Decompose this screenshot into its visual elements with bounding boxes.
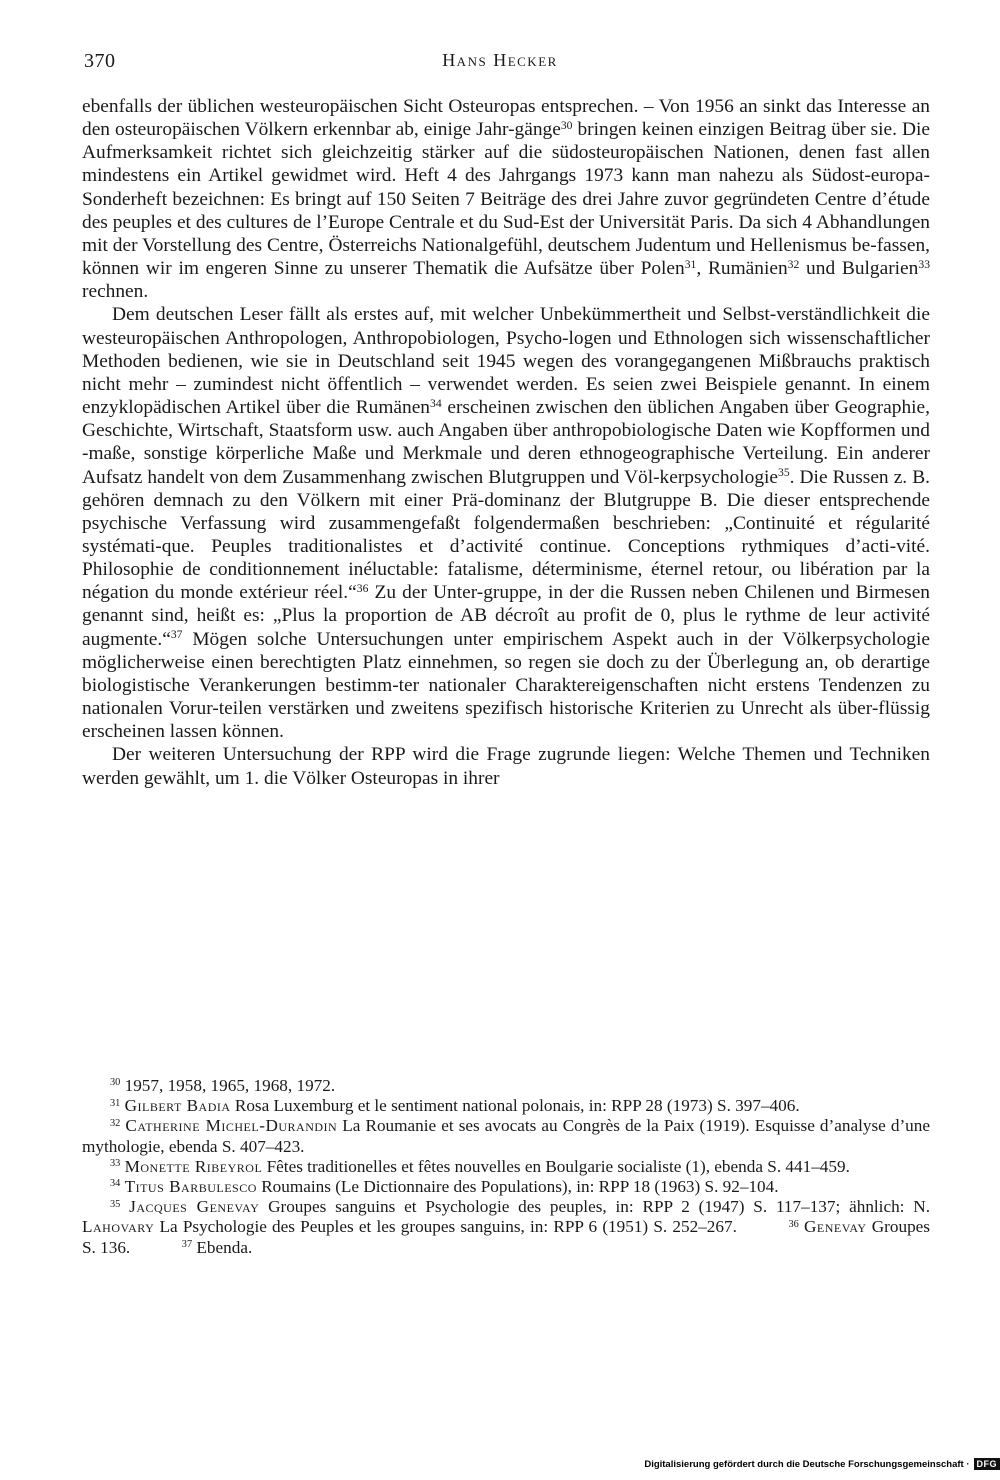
paragraph-2: Dem deutschen Leser fällt als erstes auf, mit welcher Unbekümmertheit und Selbst-verständlichkeit die westeuropäischen Anthropologen, Anthropobiologen, Psycho-logen und Ethnologen sich wissenschaftlicher Methoden bedienen, wie sie in Deutschland seit 1945 wegen des vorangegangenen Mißbrauchs praktisch nicht mehr – zumindest nicht öffentlich – verwendet werden. Es seien zwei Beispiele genannt. In einem enzyklopädischen Artikel über die Rumänen$^{34}$ erscheinen zwischen den üblichen Angaben über Geographie, Geschichte, Wirtschaft, Staatsform usw. auch Angaben über anthropobiologische Daten wie Kopfformen und -maße, sonstige körperliche Maße und Merkmale und deren ethnogeographische Verteilung. Ein anderer Aufsatz handelt von dem Zusammenhang zwischen Blutgruppen und Völ-kerpsychologie$^{35}$. Die Russen z. B. gehören demnach zu den Völkern mit einer Prä-dominanz der Blutgruppe B. Die dieser entsprechende psychische Verfassung wird zusammengefaßt folgendermaßen beschrieben: „Continuité et régularité systémati-que. Peuples traditionalistes et d’activité continue. Conceptions rythmiques d’acti-vité. Philosophie de conditionnement inéluctable: fatalisme, déterminisme, éternel retour, ou libération par la négation du monde extérieur réel.“$^{36}$ Zu der Unter-gruppe, in der die Russen neben Chilenen und Birmesen genannt sind, heißt es: „Plus la proportion de AB décroît au profit de 0, plus le rythme de leur activité augmente.“$^{37}$ Mögen solche Untersuchungen unter empirischem Aspekt auch in der Völkerpsychologie möglicherweise einen berechtigten Platz einnehmen, so regen sie doch zu der Überlegung an, ob derartige biologistische Verankerungen bestimm-ter nationaler Charaktereigenschaften nicht erstens Tendenzen zu nationalen Vorur-teilen verstärken und zweitens spezifisch historische Kriterien zu Unrecht als über-flüssig erscheinen lassen können. [82, 304, 930, 743]
footnote-36: 36 [788, 1218, 799, 1230]
footnote-ref-35: 35 [778, 466, 790, 480]
footnote-ref-33: 33 [918, 257, 930, 271]
footnote-35: $^{35}$ Jacques Genevay Groupes sanguins et Psychologie des peuples, in: RPP 2 (1947) S. 117–137; ähnlich: N. Lahovary La Psychologie des Peuples et les groupes sanguins, in: RPP 6 (1951) S. 252–267. $^{36}$ Genevay Groupes S. 136. $^{37}$ Ebenda. [82, 1197, 931, 1257]
footnote-33: $^{33}$ Monette Ribeyrol Fêtes traditionelles et fêtes nouvelles en Boulgarie socialiste (1), ebenda S. 441–459. [110, 1156, 850, 1176]
digitization-credit: Digitalisierung gefördert durch die Deutsche Forschungsgemeinschaft · DFG [644, 1458, 1000, 1470]
footnote-ref-34: 34 [430, 396, 442, 410]
footnote-ref-31: 31 [684, 257, 697, 271]
footnote-30: $^{30}$ 1957, 1958, 1965, 1968, 1972. [110, 1076, 336, 1095]
page-number: 370 [84, 50, 116, 72]
footnote-ref-30: 30 [560, 118, 573, 132]
paragraph-1: ebenfalls der üblichen westeuropäischen Sicht Osteuropas entsprechen. – Von 1956 an sinkt das Interesse an den osteuropäischen Völkern erkennbar ab, einige Jahr-gänge$^{30}$ bringen keinen einzigen Beitrag über sie. Die Aufmerksamkeit richtet sich gleichzeitig stärker auf die südosteuropäischen Nationen, denen fast allen mindestens ein Artikel gewidmet wird. Heft 4 des Jahrgangs 1973 kann man nahezu als Südost-europa-Sonderheft bezeichnen: Es bringt auf 150 Seiten 7 Beiträge des drei Jahre zuvor gegründeten Centre d’étude des peuples et des cultures de l’Europe Centrale et du Sud-Est der Universität Paris. Da sich 4 Abhandlungen mit der Vorstellung des Centre, Österreichs Nationalgefühl, deutschem Judentum und Hellenismus be-fassen, können wir im engeren Sinne zu unserer Thematik die Aufsätze über Polen$^{31}$, Rumänien$^{32}$ und Bulgarien$^{33}$ rechnen. [82, 96, 930, 303]
paragraph-3: Der weiteren Untersuchung der RPP wird die Frage zugrunde liegen: Welche Themen und Techniken werden gewählt, um 1. die Völker Osteuropas in ihrer [82, 744, 930, 789]
footnotes [82, 1076, 930, 1258]
body-text [82, 95, 930, 790]
footnote-ref-32: 32 [787, 257, 800, 271]
footnote-34: $^{34}$ Titus Barbulesco Roumains (Le Dictionnaire des Populations), in: RPP 18 (1963) S. 92–104. [110, 1177, 779, 1197]
footnote-31: $^{31}$ Gilbert Badia Rosa Luxemburg et le sentiment national polonais, in: RPP 28 (1973) S. 397–406. [110, 1096, 800, 1116]
running-head: Hans Hecker [442, 50, 558, 70]
dfg-logo-icon: DFG [974, 1458, 1000, 1470]
footnote-ref-37: 37 [170, 628, 183, 642]
footnote-32: $^{32}$ Catherine Michel-Durandin La Roumanie et ses avocats au Congrès de la Paix (1919). Esquisse d’analyse d’une mythologie, ebenda S. 407–423. [82, 1116, 930, 1156]
footnote-ref-36: 36 [356, 581, 369, 595]
footnote-37: 37 [181, 1238, 193, 1250]
